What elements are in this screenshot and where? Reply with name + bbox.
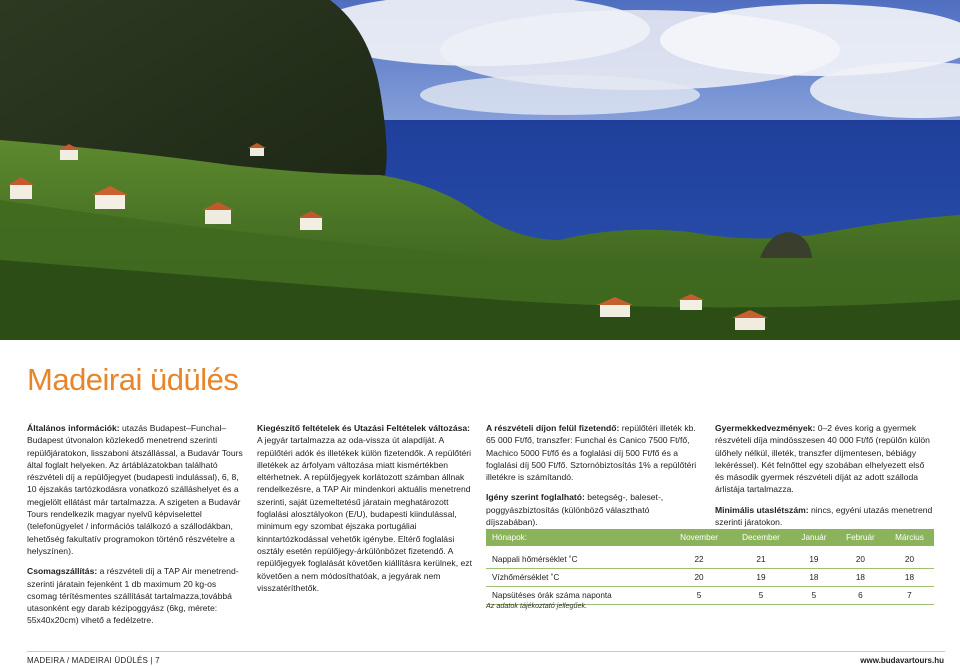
table-cell: 22 [668, 551, 730, 569]
extra-costs-paragraph [486, 422, 701, 483]
conditions-text: A jegyár tartalmazza az oda-vissza út alapdíját. A repülőtéri adók és illetékek külön fizetendők. A repülőtéri illetékek az árfolyam változása miatt kismértékben eltérhetnek. A repülőjegyek korlátozott számban állnak rendelkezésre, a TAP Air mindenkori aktuális menetrend szerinti, saját üzemeltetésű járatain meghatározott foglalási alosztályokon (E/U), budapesti kiindulással, minimum egy szombat éjszaka portugáliai kinntartózkodással vehetők igénybe. Eltérő foglalási osztály esetén repülőjegy-árkülönbözet fizetendő. A repülőjegyek foglalását követően kiállításra kerülnek, ezt követően a nem módosíthatóak, a jegyárak nem visszatéríthetők. [257, 435, 472, 593]
conditions-paragraph [257, 422, 472, 594]
climate-header-cell: Február [836, 529, 885, 546]
table-cell: 20 [885, 551, 934, 569]
extra-costs-label: A részvételi díjon felül fizetendő: [486, 423, 620, 433]
conditions-column [257, 422, 472, 602]
table-cell: 18 [792, 569, 836, 587]
min-passengers-label: Minimális utaslétszám: [715, 504, 809, 515]
general-info-text: utazás Budapest–Funchal–Budapest útvonalon közlekedő menetrend szerinti repülőjáratokon, lisszaboni átszállással, a Budavár Tours által foglalt helyeken. Az ártáblázatokban található részvételi díj a repülőjegyet (budapesti indulással), 6, 8, 10 éjszakás tartózkodásra vonatkozó szálláshelyet és a megjelölt ellátást már tartalmazza. A szigeten a Budavár Tours rendelkezik magyar nyelvű képviselettel (telefonügyelet / információs találkozó a szállodákban, lehetőség fakultatív programokon történő részvételre a helyszínen). [27, 423, 243, 556]
min-passengers-paragraph [715, 504, 935, 529]
baggage-label: Csomagszállítás: [27, 566, 98, 577]
general-info-column [27, 422, 245, 635]
climate-header-cell: December [730, 529, 792, 546]
row-label: Napsütéses órák száma naponta [486, 587, 668, 605]
conditions-heading: Kiegészítő feltételek és Utazási Feltételek változása: [257, 423, 471, 433]
climate-header-cell: Január [792, 529, 836, 546]
table-cell: 18 [836, 569, 885, 587]
baggage-paragraph [27, 565, 245, 626]
table-row [486, 569, 934, 587]
cloud [420, 75, 700, 115]
table-cell: 20 [668, 569, 730, 587]
footer-divider [27, 651, 945, 652]
climate-note: Az adatok tájékoztató jellegűek. [486, 601, 588, 610]
table-cell: 5 [792, 587, 836, 605]
child-discount-label: Gyermekkedvezmények: [715, 423, 816, 433]
min-passengers-text: nincs, egyéni utazás menetrend szerinti járatokon. [715, 504, 933, 528]
child-discount-paragraph [715, 422, 935, 496]
extra-costs-text: repülőtéri illeték kb. 65 000 Ft/fő, transzfer: Funchal és Canico 7500 Ft/fő, Machico 5000 Ft/fő és a foglalási díj 500 Ft/fő és a foglalási díj 500 Ft/fő. Sztornóbiztosítás 1% a repülőtéri illetékre is számítandó. [486, 423, 697, 483]
climate-header-months: Hónapok: [486, 529, 668, 546]
table-cell: 21 [730, 551, 792, 569]
table-cell: 18 [885, 569, 934, 587]
table-cell: 20 [836, 551, 885, 569]
footer-website-link[interactable]: www.budavartours.hu [860, 656, 944, 665]
row-label: Vízhőmérséklet ˚C [486, 569, 668, 587]
climate-header-row [486, 529, 934, 546]
table-cell: 5 [668, 587, 730, 605]
table-row [486, 551, 934, 569]
child-discount-text: 0–2 éves korig a gyermek részvételi díja mindösszesen 40 000 Ft/fő (repülőn külön ülőhely nélkül, illeték, transzfer díjmentesen, bébiágy lekéréssel). Két felnőttel egy szobában elhelyezett első és második gyermek részvételi díját az adott szálloda árlistája tartalmazza. [715, 423, 930, 495]
table-cell: 5 [730, 587, 792, 605]
extra-costs-column [486, 422, 701, 536]
insurance-paragraph [486, 491, 701, 528]
child-discount-column [715, 422, 935, 536]
table-cell: 19 [792, 551, 836, 569]
insurance-text: betegség-, baleset-, poggyászbiztosítás (különböző választható díjszabában). [486, 492, 664, 528]
baggage-text: a részvételi díj a TAP Air menetrend-szerinti járatain fejenként 1 db maximum 20 kg-os csomag térítésmentes szállítását tartalmazza,továbbá utasonként egy darab kézipoggyász (6kg, mérete: 55x40x20cm) vihető a fedélzetre. [27, 566, 239, 626]
table-cell: 7 [885, 587, 934, 605]
table-cell: 6 [836, 587, 885, 605]
climate-table [486, 529, 934, 605]
insurance-label: Igény szerint foglalható: [486, 492, 585, 503]
general-info-label: Általános információk: [27, 423, 120, 433]
general-info-paragraph [27, 422, 245, 557]
table-cell: 19 [730, 569, 792, 587]
row-label: Nappali hőmérséklet ˚C [486, 551, 668, 569]
climate-header-cell: November [668, 529, 730, 546]
page-title: Madeirai üdülés [27, 362, 239, 397]
climate-header-cell: Március [885, 529, 934, 546]
footer-section-label: MADEIRA / MADEIRAI ÜDÜLÉS | 7 [27, 656, 160, 665]
